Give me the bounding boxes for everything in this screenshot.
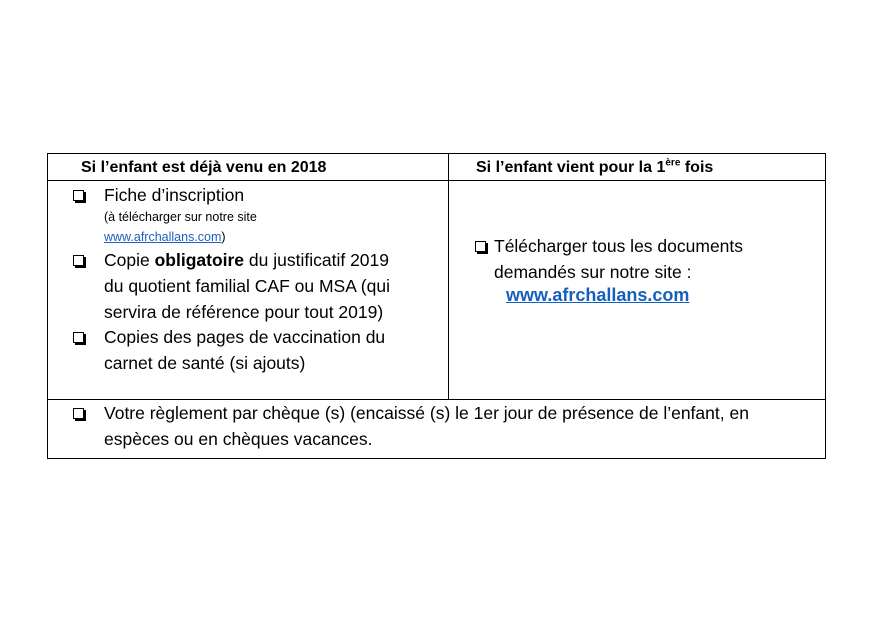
item-fiche-link-line: www.afrchallans.com) xyxy=(104,230,226,244)
item-copie-line2: du quotient familial CAF ou MSA (qui xyxy=(104,276,390,296)
right-line2: demandés sur notre site : xyxy=(494,262,692,282)
checkbox-icon xyxy=(73,408,84,419)
document-table xyxy=(47,153,826,459)
header-right: Si l’enfant vient pour la 1ère fois xyxy=(476,157,714,176)
item-vaccination-line2: carnet de santé (si ajouts) xyxy=(104,353,306,373)
item-vaccination-line1: Copies des pages de vaccination du xyxy=(104,327,386,347)
site-link-large[interactable]: www.afrchallans.com xyxy=(506,285,690,305)
checkbox-icon xyxy=(475,241,486,252)
item-fiche-note: (à télécharger sur notre site xyxy=(104,210,257,224)
checkbox-icon xyxy=(73,255,84,266)
column-divider xyxy=(448,154,449,400)
checkbox-icon xyxy=(73,332,84,343)
payment-line2: espèces ou en chèques vacances. xyxy=(104,429,373,449)
header-divider xyxy=(48,180,825,181)
item-copie-line3: servira de référence pour tout 2019) xyxy=(104,302,384,322)
checkbox-icon xyxy=(73,190,84,201)
payment-line1: Votre règlement par chèque (s) (encaissé (s) le 1er jour de présence de l’enfant, en xyxy=(104,403,749,423)
item-copie-line1: Copie obligatoire du justificatif 2019 xyxy=(104,250,389,270)
item-fiche-inscription: Fiche d’inscription xyxy=(104,185,245,205)
right-line1: Télécharger tous les documents xyxy=(494,236,744,256)
header-left: Si l’enfant est déjà venu en 2018 xyxy=(81,159,327,176)
site-link-small[interactable]: www.afrchallans.com xyxy=(104,230,222,244)
